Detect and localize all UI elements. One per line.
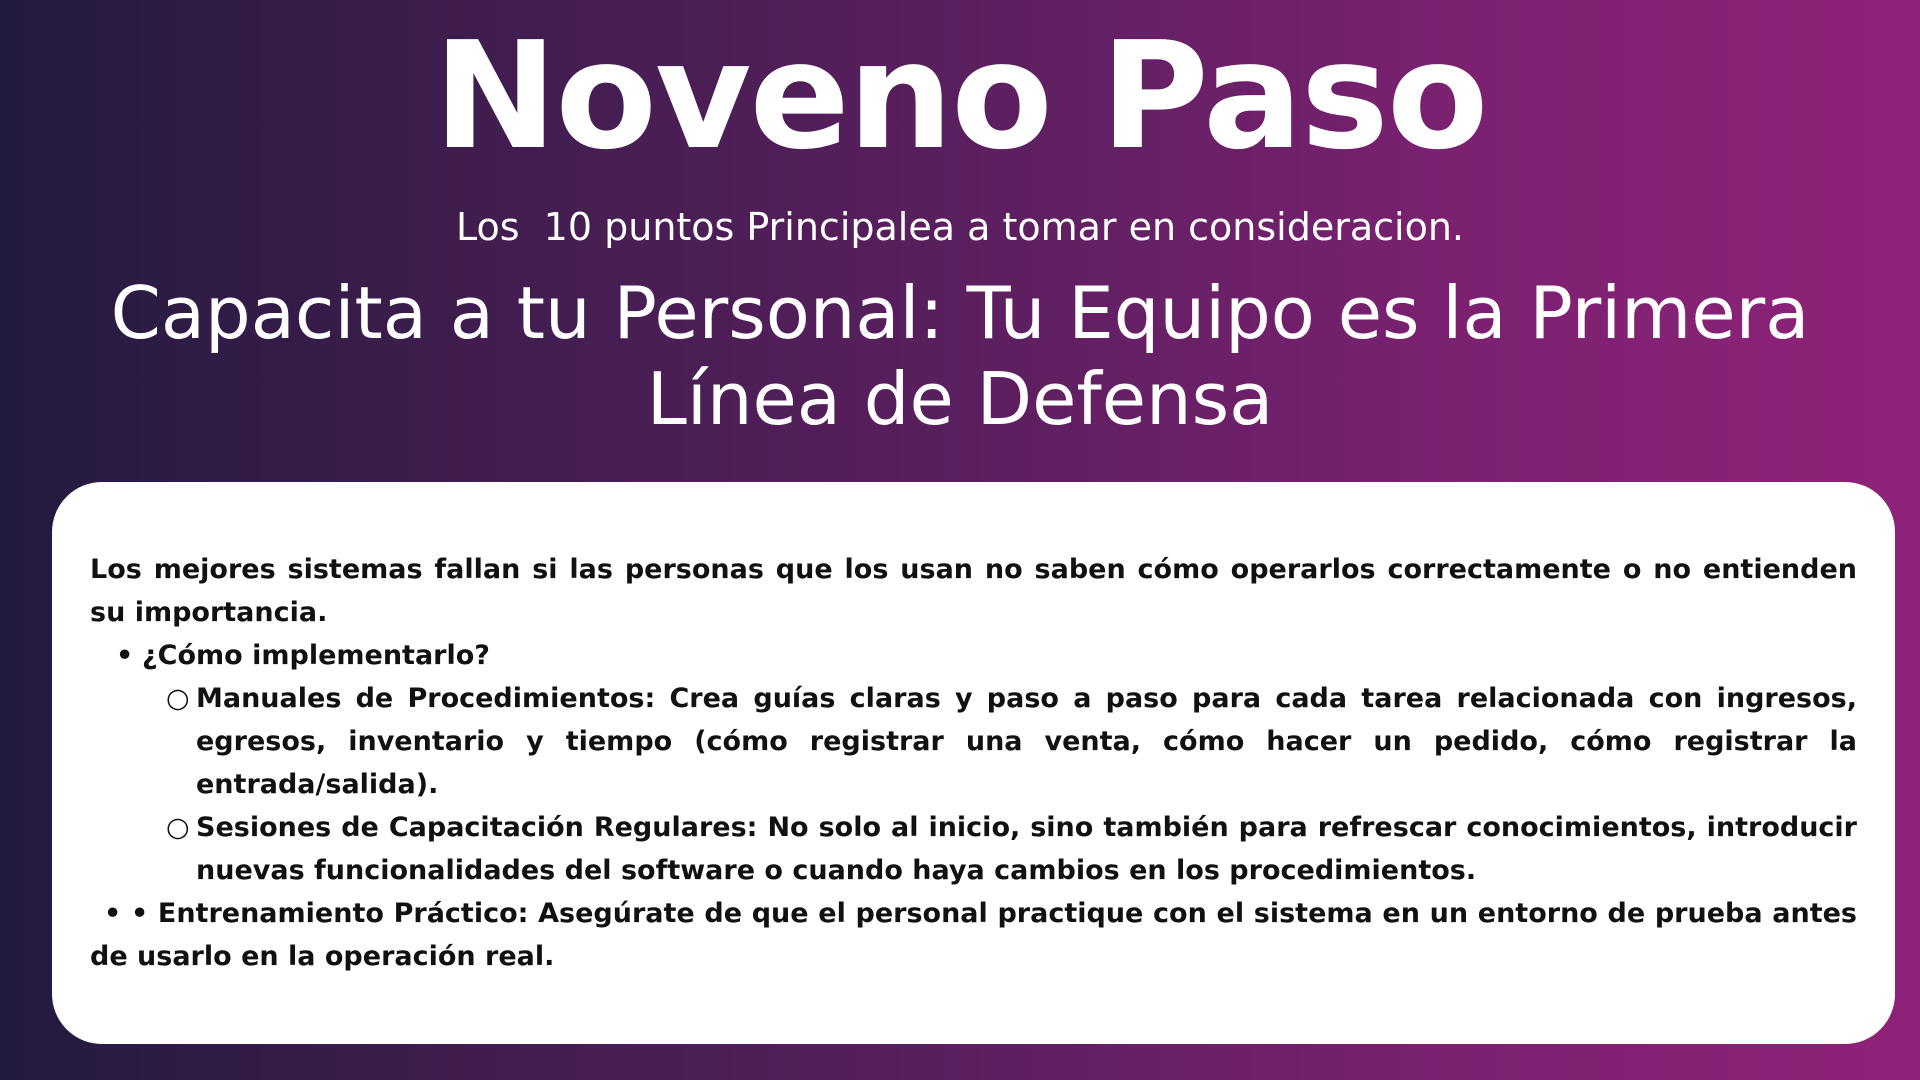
bullet-circle-icon: ○ xyxy=(166,683,190,714)
entrenamiento-item: • • Entrenamiento Práctico: Asegúrate de que el personal practique con el sistema en un entorno de prueba antes de usarlo en la operación real. xyxy=(90,898,1857,972)
section-heading: Capacita a tu Personal: Tu Equipo es la Primera Línea de Defensa xyxy=(110,271,1810,441)
sub-item-text: Manuales de Procedimientos: Crea guías claras y paso a paso para cada tarea relacionada con ingresos, egresos, inventario y tiempo (cómo registrar una venta, cómo hacer un pedido, cómo registrar la entrada/salida). xyxy=(196,683,1857,800)
sub-item-text: Sesiones de Capacitación Regulares: No solo al inicio, sino también para refrescar conocimientos, introducir nuevas funcionalidades del software o cuando haya cambios en los procedimientos. xyxy=(196,812,1857,886)
implementation-list xyxy=(90,634,1857,892)
sub-list xyxy=(142,677,1857,892)
list-item-how xyxy=(90,634,1857,892)
bullet-circle-icon: ○ xyxy=(166,812,190,843)
sub-item-sesiones xyxy=(142,806,1857,892)
intro-paragraph: Los mejores sistemas fallan si las personas que los usan no saben cómo operarlos correctamente o no entienden su importancia. xyxy=(90,554,1857,628)
sub-item-manuales xyxy=(142,677,1857,806)
content-card xyxy=(52,482,1895,1044)
page-subtitle: Los 10 puntos Principalea a tomar en consideracion. xyxy=(455,205,1465,249)
how-label: ¿Cómo implementarlo? xyxy=(142,640,490,671)
page-title: Noveno Paso xyxy=(433,10,1487,182)
bullet-disc-icon: • xyxy=(116,640,134,671)
